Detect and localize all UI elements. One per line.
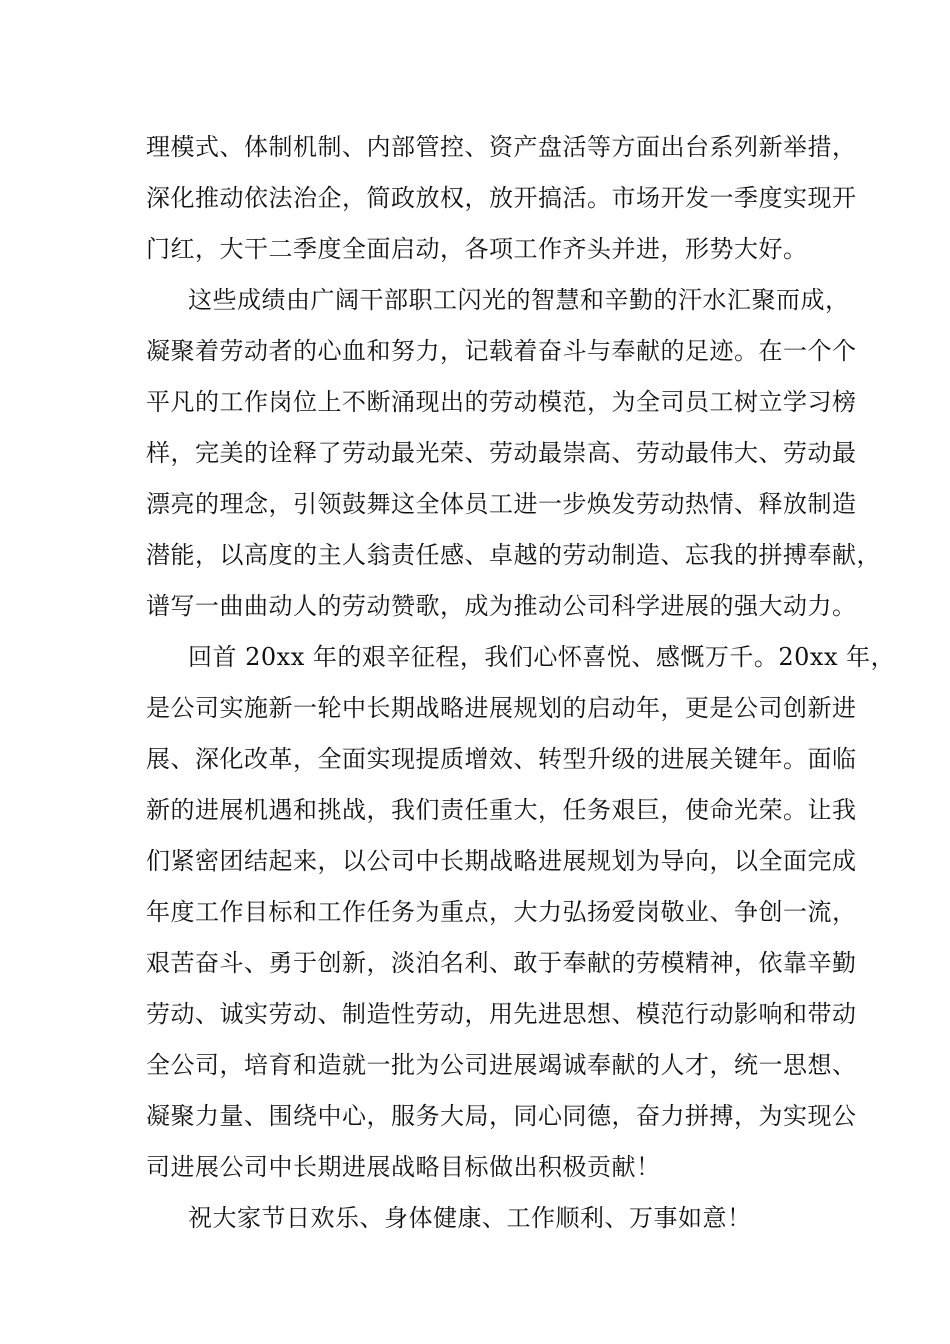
text-line: 理模式、体制机制、内部管控、资产盘活等方面出台系列新举措， bbox=[146, 133, 857, 161]
text-line: 劳动、诚实劳动、制造性劳动，用先进思想、模范行动影响和带动 bbox=[146, 1000, 857, 1028]
text-line: 全公司，培育和造就一批为公司进展竭诚奉献的人才，统一思想、 bbox=[146, 1051, 857, 1079]
text-line: 是公司实施新一轮中长期战略进展规划的启动年，更是公司创新进 bbox=[146, 694, 857, 722]
text-line: 们紧密团结起来，以公司中长期战略进展规划为导向，以全面完成 bbox=[146, 847, 857, 875]
text-line: 潜能，以高度的主人翁责任感、卓越的劳动制造、忘我的拼搏奉献， bbox=[146, 541, 881, 569]
text-line: 凝聚力量、围绕中心，服务大局，同心同德，奋力拼搏，为实现公 bbox=[146, 1102, 857, 1130]
text-line: 样，完美的诠释了劳动最光荣、劳动最崇高、劳动最伟大、劳动最 bbox=[146, 439, 857, 467]
text-line: 司进展公司中长期进展战略目标做出积极贡献！ bbox=[146, 1153, 661, 1181]
text-line: 艰苦奋斗、勇于创新，淡泊名利、敢于奉献的劳模精神，依靠辛勤 bbox=[146, 949, 857, 977]
text-line: 年度工作目标和工作任务为重点，大力弘扬爱岗敬业、争创一流， bbox=[146, 898, 857, 926]
text-line: 门红，大干二季度全面启动，各项工作齐头并进，形势大好。 bbox=[146, 235, 808, 263]
text-line: 新的进展机遇和挑战，我们责任重大，任务艰巨，使命光荣。让我 bbox=[146, 796, 857, 824]
text-line: 祝大家节日欢乐、身体健康、工作顺利、万事如意！ bbox=[188, 1204, 752, 1232]
text-line: 凝聚着劳动者的心血和努力，记载着奋斗与奉献的足迹。在一个个 bbox=[146, 337, 857, 365]
text-line: 漂亮的理念，引领鼓舞这全体员工进一步焕发劳动热情、释放制造 bbox=[146, 490, 857, 518]
text-line: 谱写一曲曲动人的劳动赞歌，成为推动公司科学进展的强大动力。 bbox=[146, 592, 857, 620]
text-line: 展、深化改革，全面实现提质增效、转型升级的进展关键年。面临 bbox=[146, 745, 857, 773]
text-line: 这些成绩由广阔干部职工闪光的智慧和辛勤的汗水汇聚而成， bbox=[188, 286, 850, 314]
text-line: 平凡的工作岗位上不断涌现出的劳动模范，为全司员工树立学习榜 bbox=[146, 388, 857, 416]
text-line: 回首 20xx 年的艰辛征程，我们心怀喜悦、感慨万千。20xx 年， bbox=[188, 643, 896, 671]
text-line: 深化推动依法治企，简政放权，放开搞活。市场开发一季度实现开 bbox=[146, 184, 857, 212]
